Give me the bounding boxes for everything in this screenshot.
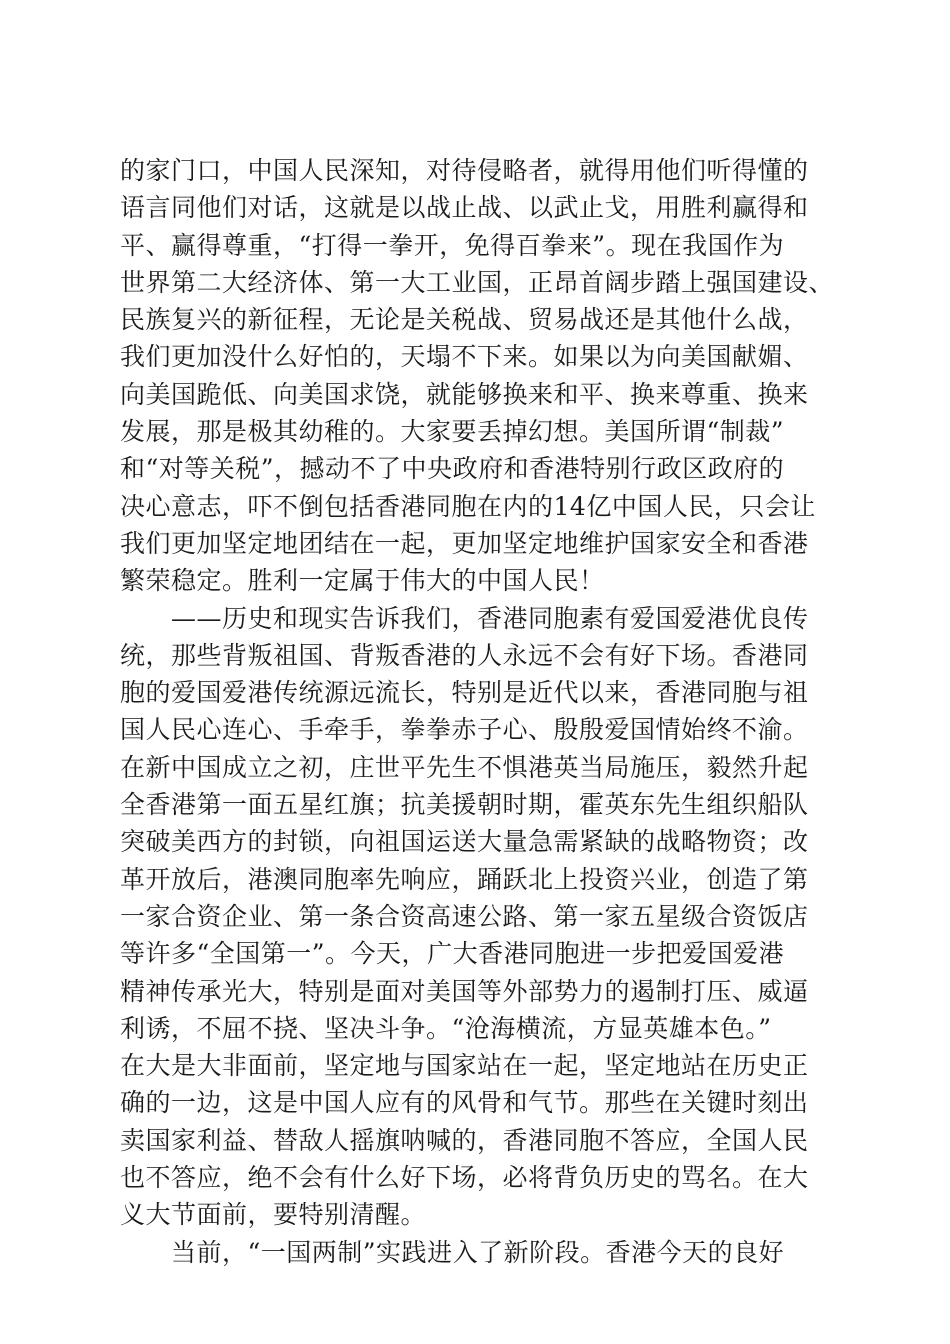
text-line: 平、赢得尊重，“打得一拳开，免得百拳来”。现在我国作为 <box>120 230 785 260</box>
text-line: 在大是大非面前，坚定地与国家站在一起，坚定地站在历史正 <box>120 1051 809 1081</box>
text-line: 利诱，不屈不挠、坚决斗争。“沧海横流，方显英雄本色。” <box>120 1013 772 1043</box>
text-line: 革开放后，港澳同胞率先响应，踊跃北上投资兴业，创造了第 <box>120 864 809 894</box>
text-line: 向美国跪低、向美国求饶，就能够换来和平、换来尊重、换来 <box>120 379 809 409</box>
text-line: 义大节面前，要特别清醒。 <box>120 1200 427 1230</box>
text-line: 胞的爱国爱港传统源远流长，特别是近代以来，香港同胞与祖 <box>120 678 809 708</box>
text-line: 和“对等关税”，撼动不了中央政府和香港特别行政区政府的 <box>120 454 785 484</box>
text-line: 发展，那是极其幼稚的。大家要丢掉幻想。美国所谓“制裁” <box>120 417 785 447</box>
text-line: 统，那些背叛祖国、背叛香港的人永远不会有好下场。香港同 <box>120 640 809 670</box>
text-line: 的家门口，中国人民深知，对待侵略者，就得用他们听得懂的 <box>120 156 809 185</box>
text-line: 当前，“一国两制”实践进入了新阶段。香港今天的良好 <box>120 1237 785 1267</box>
body-text <box>120 152 840 1271</box>
text-line: 卖国家利益、替敌人摇旗呐喊的，香港同胞不答应，全国人民 <box>120 1125 809 1155</box>
text-line: 繁荣稳定。胜利一定属于伟大的中国人民！ <box>120 566 605 596</box>
text-line: 精神传承光大，特别是面对美国等外部势力的遏制打压、威逼 <box>120 976 809 1006</box>
text-line: 民族复兴的新征程，无论是关税战、贸易战还是其他什么战， <box>120 305 809 335</box>
text-line: 也不答应，绝不会有什么好下场，必将背负历史的骂名。在大 <box>120 1163 809 1193</box>
text-line: 一家合资企业、第一条合资高速公路、第一家五星级合资饭店 <box>120 901 809 931</box>
text-line: 我们更加没什么好怕的，天塌不下来。如果以为向美国献媚、 <box>120 342 809 372</box>
text-line: 等许多“全国第一”。今天，广大香港同胞进一步把爱国爱港 <box>120 939 785 969</box>
text-line: 在新中国成立之初，庄世平先生不惧港英当局施压，毅然升起 <box>120 752 809 782</box>
text-line: 确的一边，这是中国人应有的风骨和气节。那些在关键时刻出 <box>120 1088 809 1118</box>
text-line: ——历史和现实告诉我们，香港同胞素有爱国爱港优良传 <box>120 603 809 633</box>
text-line: 决心意志，吓不倒包括香港同胞在内的14亿中国人民，只会让 <box>120 491 816 521</box>
text-line: 我们更加坚定地团结在一起，更加坚定地维护国家安全和香港 <box>120 528 809 558</box>
text-line: 世界第二大经济体、第一大工业国，正昂首阔步踏上强国建设、 <box>120 267 835 297</box>
text-line: 突破美西方的封锁，向祖国运送大量急需紧缺的战略物资；改 <box>120 827 809 857</box>
text-line: 全香港第一面五星红旗；抗美援朝时期，霍英东先生组织船队 <box>120 790 809 820</box>
text-line: 国人民心连心、手牵手，拳拳赤子心、殷殷爱国情始终不渝。 <box>120 715 809 745</box>
text-line: 语言同他们对话，这就是以战止战、以武止戈，用胜利赢得和 <box>120 193 809 223</box>
